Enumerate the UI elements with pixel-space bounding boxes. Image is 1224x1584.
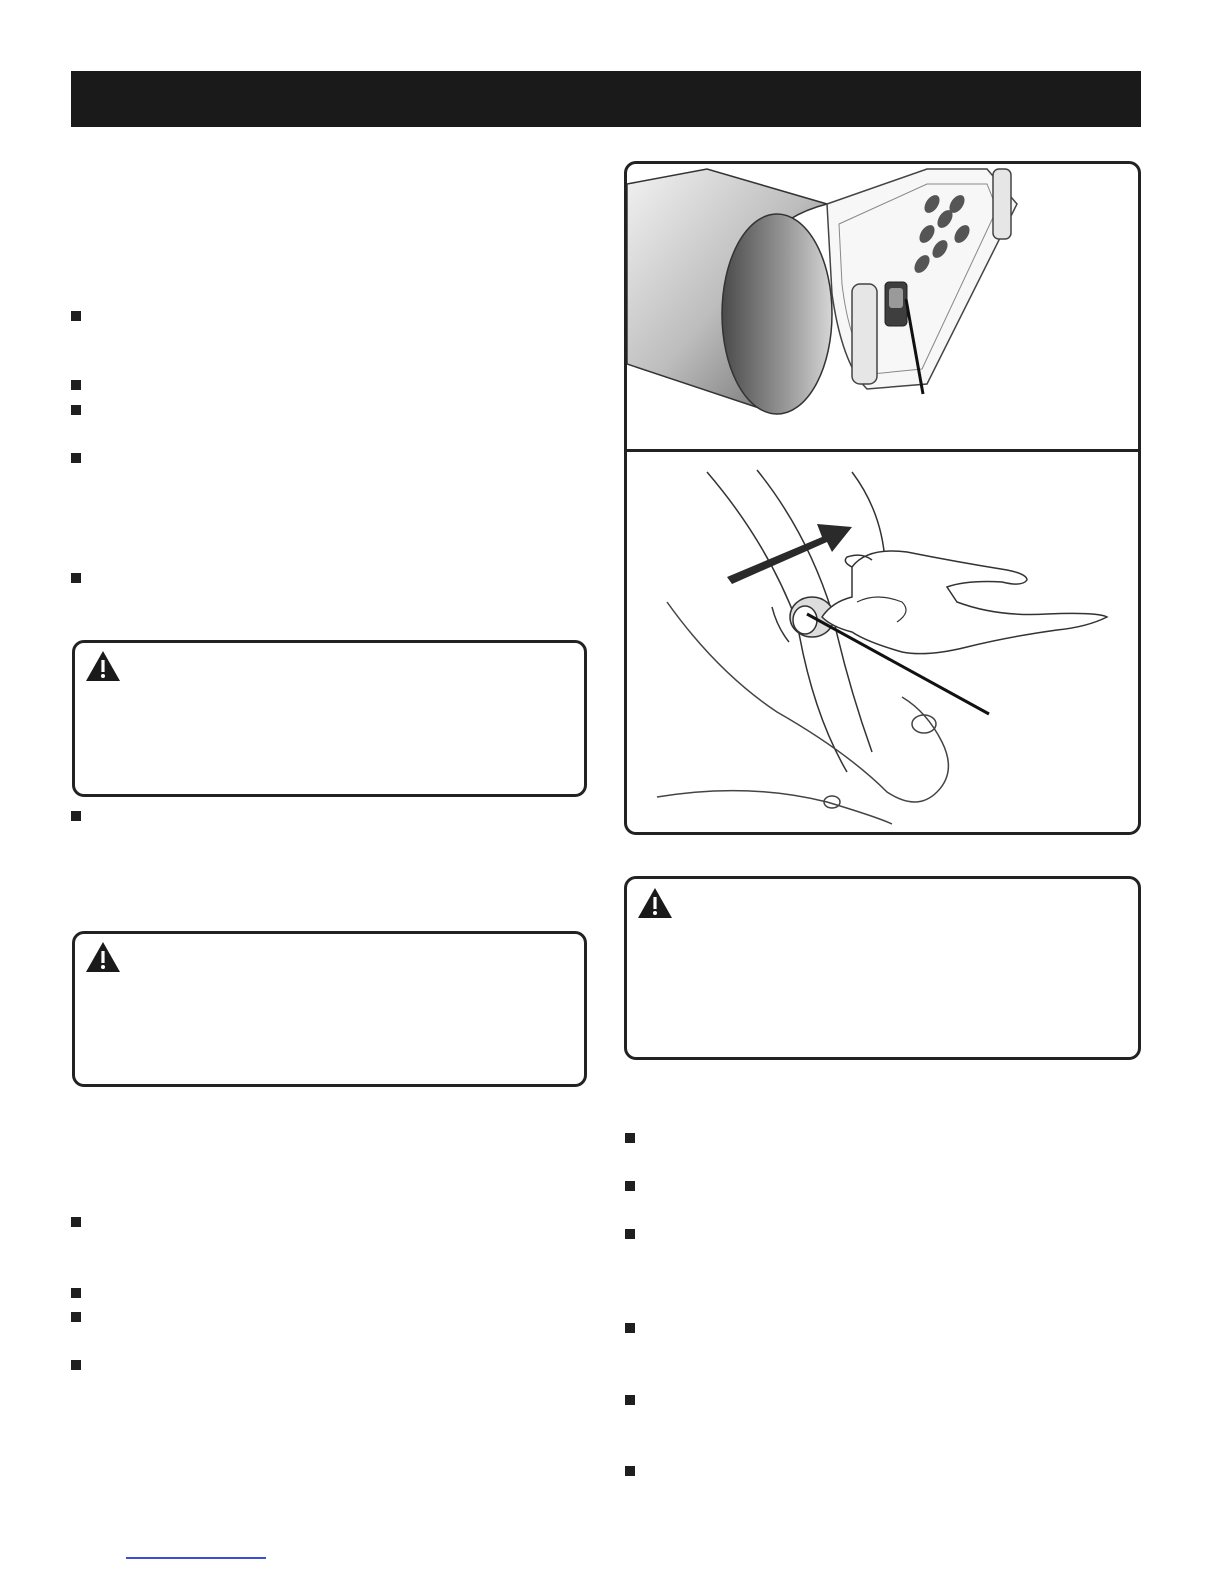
appliance-underside-illustration <box>627 164 1138 449</box>
square-bullet-icon <box>71 380 81 390</box>
warning-box <box>72 931 587 1087</box>
square-bullet-icon <box>71 1360 81 1370</box>
square-bullet-icon <box>71 405 81 415</box>
warning-box <box>624 876 1141 1060</box>
square-bullet-icon <box>625 1133 635 1143</box>
square-bullet-icon <box>625 1395 635 1405</box>
warning-triangle-icon <box>85 941 121 973</box>
square-bullet-icon <box>71 311 81 321</box>
hand-pressing-button-illustration <box>627 452 1138 832</box>
square-bullet-icon <box>625 1323 635 1333</box>
warning-triangle-icon <box>637 887 673 919</box>
section-header-bar <box>71 71 1141 127</box>
warning-triangle-icon <box>85 650 121 682</box>
warning-box <box>72 640 587 797</box>
figure-frame <box>624 161 1141 835</box>
square-bullet-icon <box>71 1312 81 1322</box>
square-bullet-icon <box>71 573 81 583</box>
square-bullet-icon <box>71 811 81 821</box>
square-bullet-icon <box>71 1288 81 1298</box>
square-bullet-icon <box>625 1229 635 1239</box>
square-bullet-icon <box>625 1181 635 1191</box>
square-bullet-icon <box>625 1466 635 1476</box>
square-bullet-icon <box>71 453 81 463</box>
square-bullet-icon <box>71 1217 81 1227</box>
footer-link[interactable] <box>126 1557 266 1559</box>
